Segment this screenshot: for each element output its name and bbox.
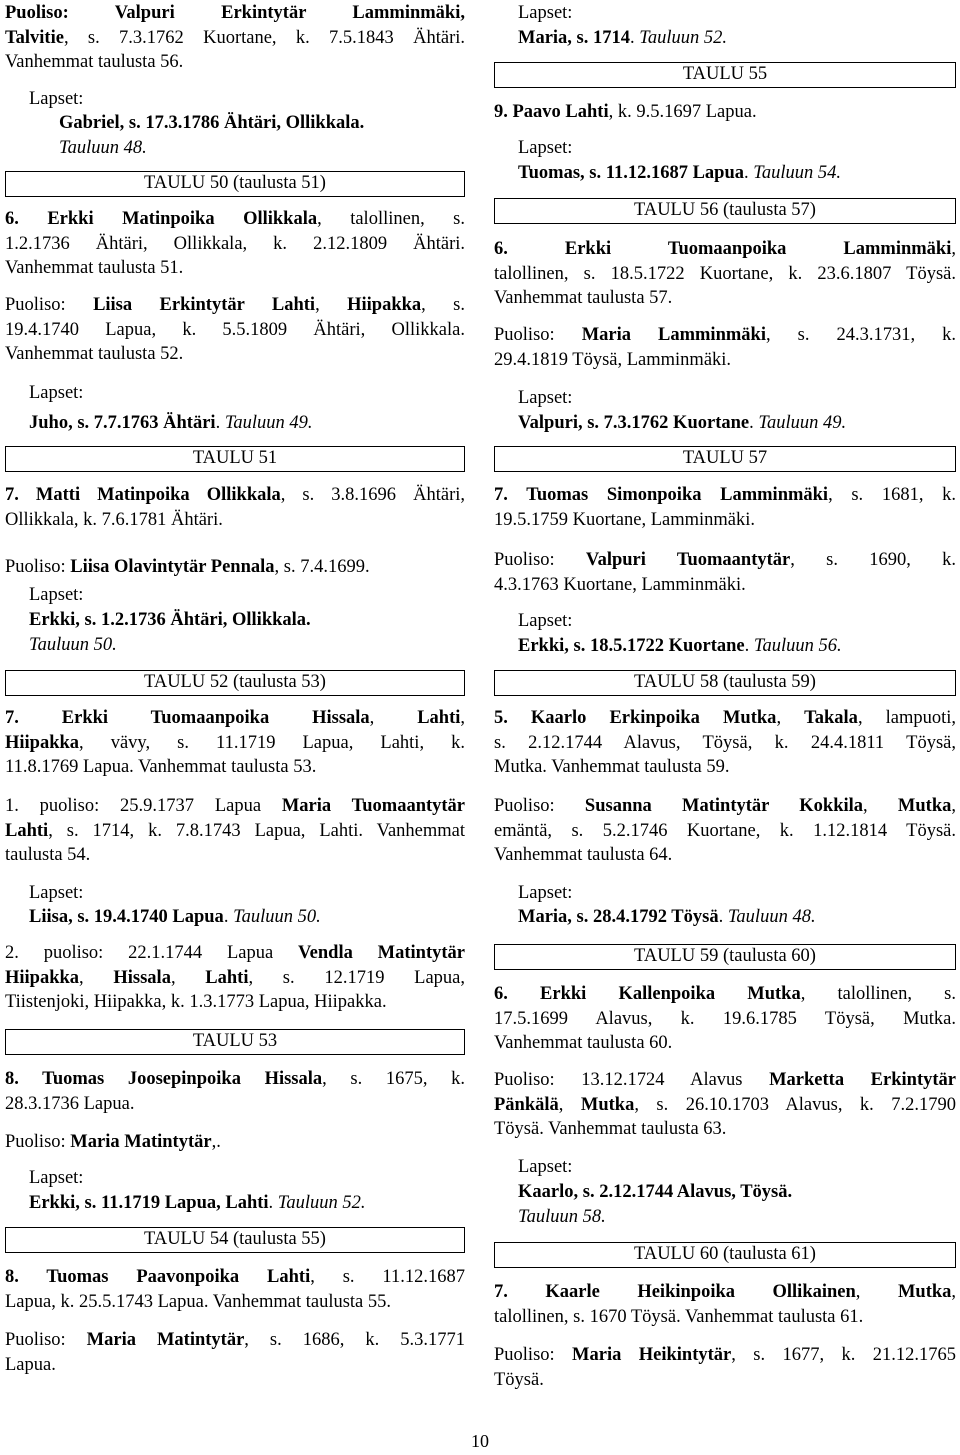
text-line: Vanhemmat taulusta 60. <box>494 1033 673 1054</box>
person-erkki-mutka <box>494 982 956 1056</box>
text-line: 17.5.1699 Alavus, k. 19.6.1785 Töysä, Mutka. <box>494 1008 956 1029</box>
text-line: Puoliso: Maria Lamminmäki, s. 24.3.1731, k. <box>494 325 956 345</box>
text-line: taulusta 54. <box>5 845 91 866</box>
person-tuomas-lamminmaki <box>494 483 956 532</box>
table-header-59: TAULU 59 (taulusta 60) <box>494 944 956 970</box>
children-label: Lapset: <box>518 3 573 23</box>
text-line: Ollikkala, k. 7.6.1781 Ähtäri. <box>5 509 223 530</box>
text-line: Tauluun 48. <box>59 137 147 158</box>
text-line: 11.8.1769 Lapua. Vanhemmat taulusta 53. <box>5 757 317 778</box>
text-line: Lapua. <box>5 1354 56 1375</box>
text-line: 19.5.1759 Kuortane, Lamminmäki. <box>494 509 756 530</box>
person-kaarle-ollikainen <box>494 1280 956 1329</box>
text-line: Tiistenjoki, Hiipakka, k. 1.3.1773 Lapua, Hiipakka. <box>5 992 387 1013</box>
children-label: Lapset: <box>518 138 573 158</box>
spouse-liisa-lahti <box>5 293 465 367</box>
text-line: Puoliso: Maria Matintytär, s. 1686, k. 5.3.1771 <box>5 1330 465 1350</box>
table-header-58: TAULU 58 (taulusta 59) <box>494 670 956 696</box>
text-line: Kaarlo, s. 2.12.1744 Alavus, Töysä. <box>518 1182 793 1202</box>
children-label: Lapset: <box>29 383 84 403</box>
spouse-marketta-pankala <box>494 1068 956 1142</box>
text-line: talollinen, s. 18.5.1722 Kuortane, k. 23.6.1807 Töysä. <box>494 263 956 284</box>
child-maria-1714: Maria, s. 1714. Tauluun 52. <box>518 28 727 48</box>
spouse-1-maria <box>5 794 465 868</box>
child-erkki: Erkki, s. 18.5.1722 Kuortane. Tauluun 56. <box>518 636 842 656</box>
table-header-60: TAULU 60 (taulusta 61) <box>494 1242 956 1268</box>
spouse-2-vendla <box>5 941 465 1015</box>
text-line: Vanhemmat taulusta 64. <box>494 845 673 866</box>
text-line: Tauluun 58. <box>518 1206 606 1227</box>
text-line: 6. Erkki Tuomaanpoika Lamminmäki, <box>494 239 956 259</box>
table-header-53: TAULU 53 <box>5 1029 465 1055</box>
text-line: 5. Kaarlo Erkinpoika Mutka, Takala, lampuoti, <box>494 708 956 728</box>
text-line: 6. Erkki Matinpoika Ollikkala, talollinen, s. <box>5 209 465 229</box>
table-header-55: TAULU 55 <box>494 62 956 88</box>
spouse-maria-lamminmaki <box>494 323 956 372</box>
person-matti-ollikkala <box>5 483 465 532</box>
children-label: Lapset: <box>29 585 84 605</box>
text-line: Töysä. Vanhemmat taulusta 63. <box>494 1119 727 1140</box>
children-label: Lapset: <box>518 611 573 631</box>
text-line: 8. Tuomas Joosepinpoika Hissala, s. 1675, k. <box>5 1069 466 1089</box>
child-valpuri: Valpuri, s. 7.3.1762 Kuortane. Tauluun 49. <box>518 413 847 433</box>
person-erkki-lamminmaki <box>494 237 956 311</box>
text-line: Lapua, k. 25.5.1743 Lapua. Vanhemmat taulusta 55. <box>5 1291 392 1312</box>
text-line: 7. Tuomas Simonpoika Lamminmäki, s. 1681, k. <box>494 485 956 505</box>
text-line: Vanhemmat taulusta 57. <box>494 288 673 309</box>
text-line: Lahti, s. 1714, k. 7.8.1743 Lapua, Lahti. Vanhemmat <box>5 820 465 841</box>
text-line: 19.4.1740 Lapua, k. 5.5.1809 Ähtäri, Ollikkala. <box>5 319 465 340</box>
page-number: 10 <box>471 1431 489 1451</box>
text-line: emäntä, s. 5.2.1746 Kuortane, k. 1.12.1814 Töysä. <box>494 820 956 841</box>
children-label: Lapset: <box>29 89 84 109</box>
text-line: Vanhemmat taulusta 56. <box>5 52 184 73</box>
text-line: Hiipakka, vävy, s. 11.1719 Lapua, Lahti, k. <box>5 732 465 753</box>
spouse-maria-matintytar: Puoliso: Maria Matintytär,. <box>5 1132 221 1152</box>
text-line: 8. Tuomas Paavonpoika Lahti, s. 11.12.1687 <box>5 1267 465 1287</box>
child-liisa: Liisa, s. 19.4.1740 Lapua. Tauluun 50. <box>29 907 321 927</box>
text-line: 7. Matti Matinpoika Ollikkala, s. 3.8.1696 Ähtäri, <box>5 485 465 505</box>
text-line: 4.3.1763 Kuortane, Lamminmäki. <box>494 574 746 595</box>
text-line: 6. Erkki Kallenpoika Mutka, talollinen, s. <box>494 984 956 1004</box>
child-tuomas: Tuomas, s. 11.12.1687 Lapua. Tauluun 54. <box>518 163 841 183</box>
text-line: Puoliso: Valpuri Tuomaantytär, s. 1690, k. <box>494 550 956 570</box>
children-section <box>5 87 465 112</box>
text-line: 7. Kaarle Heikinpoika Ollikainen, Mutka, <box>494 1282 957 1302</box>
spouse-maria-heikintytar <box>494 1343 956 1392</box>
text-line: Vanhemmat taulusta 52. <box>5 344 184 365</box>
text-line: Töysä. <box>494 1369 544 1390</box>
person-kaarlo-mutka <box>494 706 956 780</box>
person-erkki-ollikkala <box>5 207 465 281</box>
table-header-56: TAULU 56 (taulusta 57) <box>494 198 956 224</box>
children-label: Lapset: <box>29 1168 84 1188</box>
text-line: Puoliso: Liisa Erkintytär Lahti, Hiipakka, s. <box>5 295 466 315</box>
table-header-52: TAULU 52 (taulusta 53) <box>5 670 465 696</box>
text-line: 7. Erkki Tuomaanpoika Hissala, Lahti, <box>5 708 466 728</box>
children-label: Lapset: <box>518 883 573 903</box>
spouse-valpuri-tuomaantytar <box>494 548 956 597</box>
child-maria: Maria, s. 28.4.1792 Töysä. Tauluun 48. <box>518 907 816 927</box>
text-line: Puoliso: Susanna Matintytär Kokkila, Mutka, <box>494 796 956 816</box>
text-line: talollinen, s. 1670 Töysä. Vanhemmat taulusta 61. <box>494 1306 864 1327</box>
child-kaarlo <box>494 1180 956 1229</box>
text-line: Talvitie, s. 7.3.1762 Kuortane, k. 7.5.1843 Ähtäri. <box>5 27 465 48</box>
children-label: Lapset: <box>29 883 84 903</box>
child-juho: Juho, s. 7.7.1763 Ähtäri. Tauluun 49. <box>29 413 313 433</box>
text-line: Puoliso: Valpuri Erkintytär Lamminmäki, <box>5 3 465 23</box>
text-line: 29.4.1819 Töysä, Lamminmäki. <box>494 349 732 370</box>
text-line: Puoliso: 13.12.1724 Alavus Marketta Erkintytär <box>494 1070 956 1090</box>
child-erkki-lahti: Erkki, s. 11.1719 Lapua, Lahti. Tauluun 52. <box>29 1193 366 1213</box>
text-line: 1.2.1736 Ähtäri, Ollikkala, k. 2.12.1809 Ähtäri. <box>5 233 465 254</box>
spouse-liisa-pennala: Puoliso: Liisa Olavintytär Pennala, s. 7.4.1699. <box>5 557 370 577</box>
person-erkki-hissala <box>5 706 465 780</box>
text-line: Gabriel, s. 17.3.1786 Ähtäri, Ollikkala. <box>59 113 365 133</box>
person-tuomas-hissala <box>5 1067 465 1116</box>
table-header-50: TAULU 50 (taulusta 51) <box>5 171 465 197</box>
text-line: 1. puoliso: 25.9.1737 Lapua Maria Tuomaantytär <box>5 796 466 816</box>
spouse-valpuri-entry <box>5 1 465 75</box>
children-label: Lapset: <box>518 1157 573 1177</box>
text-line: Hiipakka, Hissala, Lahti, s. 12.1719 Lapua, <box>5 967 465 988</box>
child-erkki <box>5 608 465 657</box>
text-line: s. 2.12.1744 Alavus, Töysä, k. 24.4.1811 Töysä, <box>494 732 956 753</box>
text-line: Vanhemmat taulusta 51. <box>5 258 184 279</box>
table-header-54: TAULU 54 (taulusta 55) <box>5 1227 465 1253</box>
children-label: Lapset: <box>518 388 573 408</box>
text-line: 2. puoliso: 22.1.1744 Lapua Vendla Matintytär <box>5 943 465 963</box>
text-line: Tauluun 50. <box>29 634 117 655</box>
spouse-susanna-kokkila <box>494 794 956 868</box>
text-line: 28.3.1736 Lapua. <box>5 1093 135 1114</box>
text-line: Pänkälä, Mutka, s. 26.10.1703 Alavus, k. 7.2.1790 <box>494 1094 956 1115</box>
text-line: Erkki, s. 1.2.1736 Ähtäri, Ollikkala. <box>29 610 311 630</box>
child-gabriel <box>5 111 465 160</box>
spouse-maria-1686 <box>5 1328 465 1377</box>
table-header-51: TAULU 51 <box>5 446 465 472</box>
person-paavo-lahti: 9. Paavo Lahti, k. 9.5.1697 Lapua. <box>494 102 757 122</box>
text-line: Mutka. Vanhemmat taulusta 59. <box>494 757 730 778</box>
text-line: Puoliso: Maria Heikintytär, s. 1677, k. 21.12.1765 <box>494 1345 956 1365</box>
person-tuomas-lahti <box>5 1265 465 1314</box>
table-header-57: TAULU 57 <box>494 446 956 472</box>
